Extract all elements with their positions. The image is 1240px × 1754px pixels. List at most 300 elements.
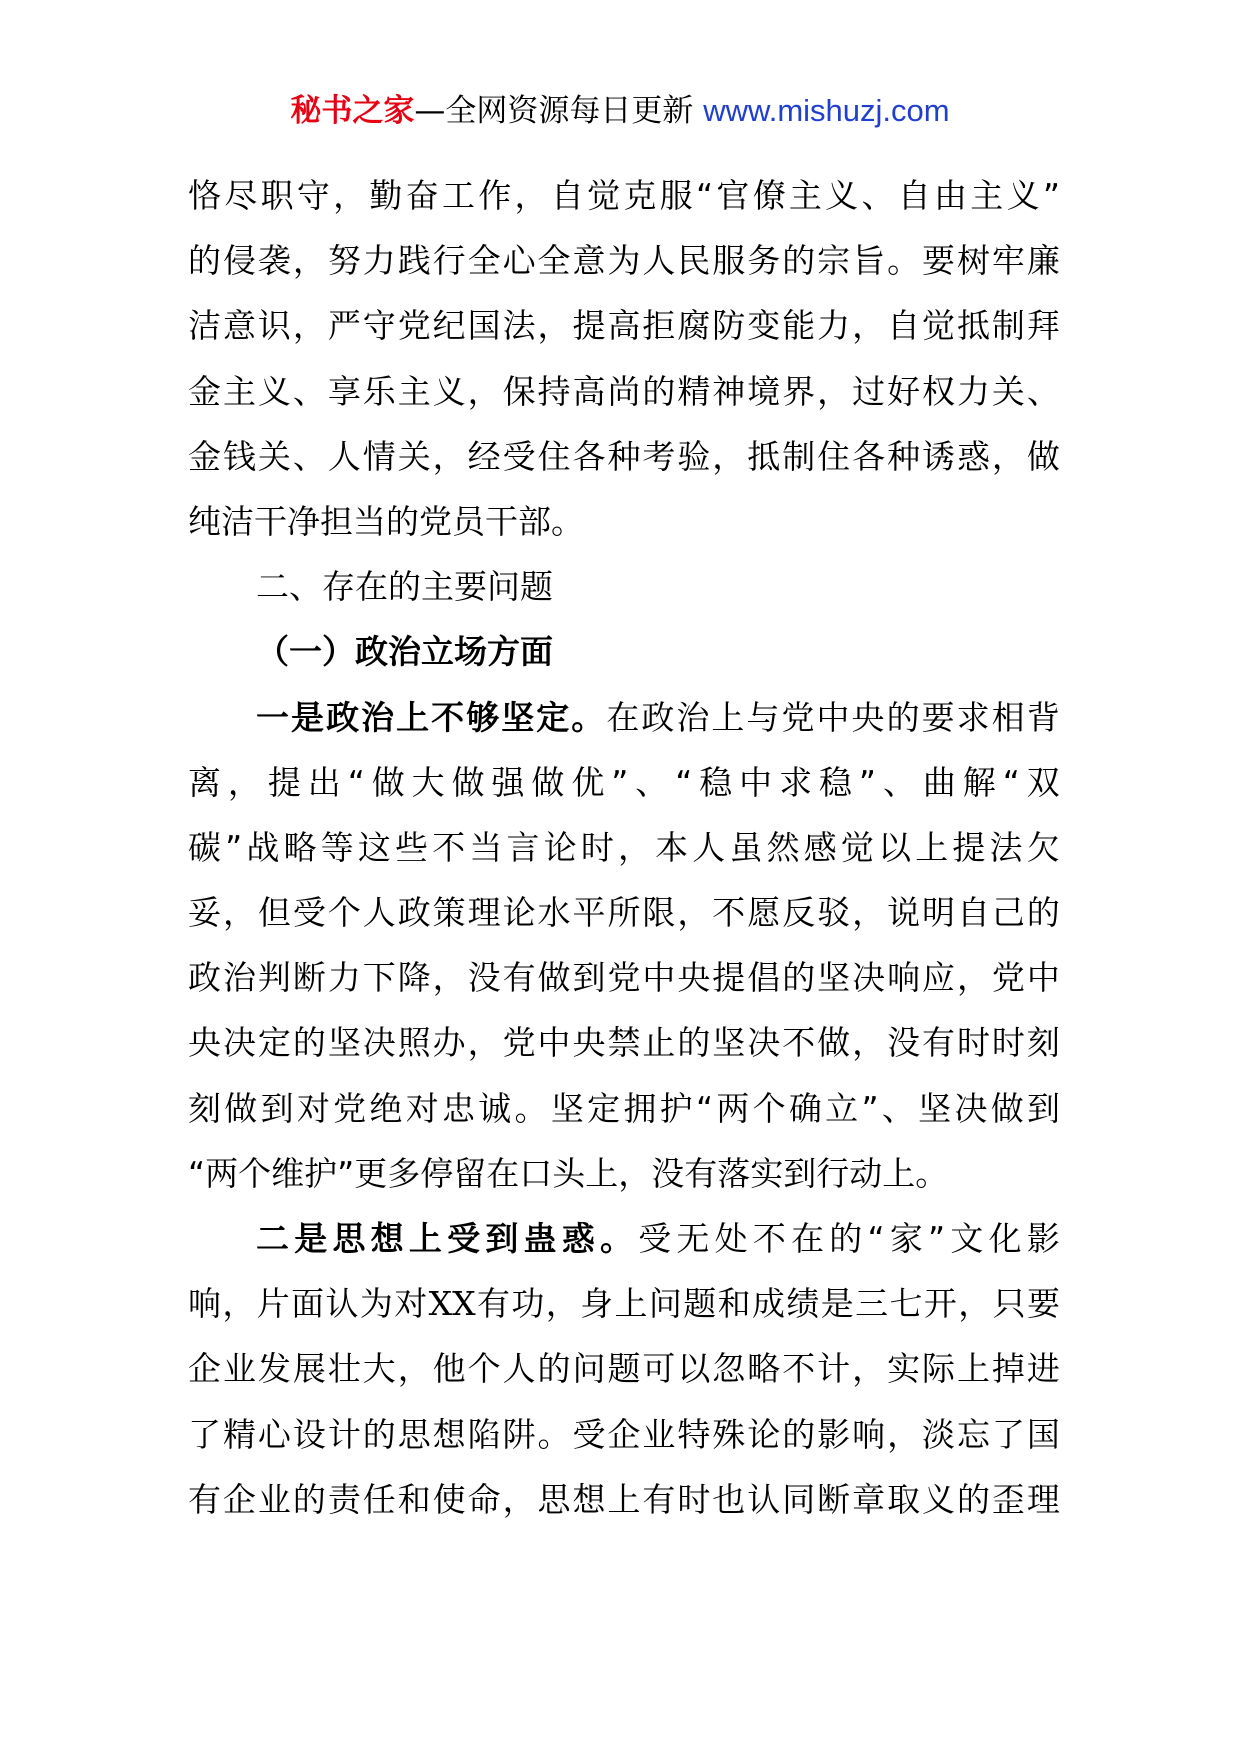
paragraph-line (188, 750, 1060, 815)
line-char: 自 (956, 893, 990, 933)
line-char: 的 (782, 241, 816, 281)
line-char: 照 (397, 1023, 431, 1063)
line-char: 识 (257, 306, 291, 346)
line-char: 限 (642, 893, 676, 933)
line-char: 己 (991, 893, 1025, 933)
line-char: 止 (642, 1023, 676, 1063)
line-char: 了 (188, 1414, 221, 1454)
line-char: 力 (817, 306, 851, 346)
line-char: 义 (922, 1479, 956, 1519)
line-char: 做 (224, 1088, 258, 1128)
line-char: 实 (887, 1349, 921, 1389)
line-char: 反 (782, 893, 816, 933)
line-char: 当 (469, 827, 503, 867)
line-char: 为 (359, 1284, 393, 1324)
line-char: 为 (607, 241, 641, 281)
line-char: 想 (572, 1479, 606, 1519)
line-char: 求 (779, 762, 813, 802)
line-char: 企 (188, 1349, 221, 1389)
line-char: 定 (257, 1023, 291, 1063)
line-char: 人 (692, 827, 726, 867)
line-char: 主 (970, 176, 1004, 215)
line-char: 有 (642, 1479, 676, 1519)
line-char: “ (695, 1088, 714, 1128)
line-char: 上 (915, 827, 949, 867)
line-char: 在 (606, 697, 640, 737)
line-char: 觉 (840, 827, 874, 867)
line-char: 略 (747, 1349, 781, 1389)
line-char: 做 (990, 1088, 1024, 1128)
line-char: 不 (431, 697, 465, 737)
line-char: 绝 (369, 1088, 403, 1128)
line-char: 高 (607, 306, 641, 346)
line-char: 到 (1026, 1088, 1060, 1128)
line-char: 设 (292, 1414, 326, 1454)
line-char: 无 (676, 1219, 710, 1258)
line-char: ， (852, 1349, 886, 1389)
line-char: ， (817, 371, 851, 411)
line-char: 碳 (188, 827, 221, 867)
line-char: 题 (607, 1349, 641, 1389)
line-char: 的 (782, 1414, 816, 1454)
line-char: 受 (292, 893, 326, 933)
line-char: 治 (361, 697, 395, 737)
line-char: 功 (511, 1284, 545, 1324)
line-char: 政 (397, 893, 431, 933)
line-char: 思 (397, 1414, 431, 1454)
line-char: 愿 (747, 893, 781, 933)
line-char: 说 (887, 893, 921, 933)
line-char: 可 (642, 1349, 676, 1389)
line-char: ， (333, 176, 367, 215)
line-char: 拜 (1026, 306, 1060, 346)
line-char: 稳 (699, 762, 733, 802)
line-char: 判 (257, 958, 291, 998)
line-char: 些 (395, 827, 429, 867)
line-char: 然 (766, 827, 800, 867)
line-char: 务 (747, 241, 781, 281)
line-char: 掉 (991, 1349, 1025, 1389)
line-char: 克 (623, 176, 657, 215)
line-char: 坚 (327, 1023, 361, 1063)
line-char: 和 (717, 1284, 751, 1324)
line-char: 坚 (501, 697, 535, 737)
line-char: 义 (825, 176, 859, 215)
line-char: 关 (257, 436, 291, 476)
line-char: 响 (852, 1414, 886, 1454)
line-char: 应 (922, 958, 956, 998)
line-char: 决 (747, 1023, 781, 1063)
line-char: 歪 (991, 1479, 1025, 1519)
line-char: 到 (485, 1219, 519, 1258)
line-char: 绩 (786, 1284, 820, 1324)
line-char: ， (227, 762, 261, 802)
line-char: 意 (572, 241, 606, 281)
line-char: 强 (491, 762, 525, 802)
line-char: 。 (537, 1414, 571, 1454)
line-char: 权 (922, 371, 956, 411)
line-char: ， (677, 893, 711, 933)
line-char: 抵 (747, 436, 781, 476)
line-char: 制 (782, 436, 816, 476)
line-char: 义 (432, 371, 466, 411)
line-char: 情 (362, 436, 396, 476)
line-char: 的 (642, 371, 676, 411)
line-char: 他 (432, 1349, 466, 1389)
line-char: ， (887, 1414, 921, 1454)
line-char: 拥 (623, 1088, 657, 1128)
line-char: 义 (257, 371, 291, 411)
line-char: 稳 (819, 762, 852, 802)
line-char: 确 (788, 1088, 822, 1128)
line-char: 个 (467, 1349, 501, 1389)
line-char: 民 (677, 241, 711, 281)
line-char: 境 (747, 371, 781, 411)
line-char: 持 (537, 371, 571, 411)
line-char: 拒 (642, 306, 676, 346)
line-char: 治 (676, 697, 710, 737)
document-body (188, 163, 1060, 1532)
line-char: 的 (362, 1414, 396, 1454)
line-char: 两 (716, 1088, 750, 1128)
line-char: 各 (852, 436, 886, 476)
line-char: 上 (396, 697, 430, 737)
line-char: 背 (1026, 697, 1060, 737)
line-char: 不 (782, 1023, 816, 1063)
line-char: 。 (514, 1088, 548, 1128)
line-char: 到 (260, 1088, 294, 1128)
line-char: 妥 (188, 893, 221, 933)
line-char: ， (852, 893, 886, 933)
line-char: 定 (536, 697, 570, 737)
line-char: 的 (677, 1023, 711, 1063)
line-char: 奋 (405, 176, 439, 215)
line-char: 业 (257, 1479, 291, 1519)
line-char: 是 (820, 1284, 854, 1324)
line-char: 以 (878, 827, 912, 867)
line-char: 时 (956, 1023, 990, 1063)
line-char: 的 (537, 1349, 571, 1389)
line-char: 、 (292, 371, 326, 411)
line-char: 惑 (561, 1219, 595, 1258)
line-char: 企 (222, 1479, 256, 1519)
line-char: 提 (572, 306, 606, 346)
line-char: 觉 (587, 176, 621, 215)
line-char: 命 (467, 1479, 501, 1519)
line-char: 认 (747, 1479, 781, 1519)
paragraph-first-line (188, 685, 1060, 750)
line-char: ， (514, 176, 548, 215)
line-char: 受 (447, 1219, 481, 1258)
line-char: 等 (320, 827, 354, 867)
line-char: 文 (950, 1219, 984, 1258)
line-char: ” (225, 827, 243, 867)
line-char: 论 (502, 893, 536, 933)
line-char: 国 (1026, 1414, 1060, 1454)
line-char: 业 (222, 1349, 256, 1389)
line-char: 政 (641, 697, 675, 737)
line-char: ” (858, 762, 877, 802)
line-char: 尚 (607, 371, 641, 411)
line-char: 家 (889, 1219, 923, 1258)
line-char: 响 (887, 958, 921, 998)
line-char: ” (928, 1219, 946, 1258)
paragraph-line (188, 815, 1060, 880)
line-char: 住 (817, 436, 851, 476)
line-char: 金 (188, 436, 221, 476)
line-char: 行 (432, 241, 466, 281)
line-char: ， (502, 1479, 536, 1519)
line-char: 抵 (956, 306, 990, 346)
line-char: 关 (397, 436, 431, 476)
line-char: 思 (537, 1479, 571, 1519)
line-char: 全 (537, 241, 571, 281)
line-char: 对 (296, 1088, 330, 1128)
line-char: ， (432, 958, 466, 998)
line-char: ， (956, 958, 990, 998)
line-char: ， (958, 1284, 992, 1324)
line-char: 断 (292, 958, 326, 998)
line-char: ” (1042, 176, 1060, 215)
line-char: “ (347, 762, 365, 802)
line-char: 觉 (922, 306, 956, 346)
line-char: 提 (267, 762, 301, 802)
line-char: 壮 (327, 1349, 361, 1389)
line-char: “ (867, 1219, 885, 1258)
paragraph-first-line (188, 1206, 1060, 1271)
line-char: 护 (659, 1088, 693, 1128)
line-char: 响 (188, 1284, 221, 1324)
line-char: 严 (327, 306, 361, 346)
line-char: 坚 (817, 958, 851, 998)
line-char: 曲 (922, 762, 956, 802)
line-char: 略 (283, 827, 317, 867)
line-char: 心 (257, 1414, 291, 1454)
site-watermark-header (0, 92, 1240, 130)
line-char: 是 (294, 1219, 328, 1258)
line-char: ， (292, 306, 326, 346)
line-char: 主 (397, 371, 431, 411)
line-char: 做 (451, 762, 485, 802)
line-char: 时 (580, 827, 614, 867)
line-char: ， (467, 1023, 501, 1063)
line-char: 勤 (369, 176, 403, 215)
paragraph-line (188, 163, 1060, 228)
line-char: 侵 (222, 241, 256, 281)
line-char: 思 (332, 1219, 366, 1258)
line-char: 各 (572, 436, 606, 476)
line-char: 好 (887, 371, 921, 411)
line-char: 明 (922, 893, 956, 933)
line-char: 自 (897, 176, 931, 215)
line-char: 忽 (712, 1349, 746, 1389)
line-char: 到 (572, 958, 606, 998)
line-char: “ (695, 176, 714, 215)
line-char: 同 (782, 1479, 816, 1519)
line-char: 神 (712, 371, 746, 411)
line-char: 计 (817, 1349, 851, 1389)
line-char: 党 (607, 958, 641, 998)
line-char: 金 (188, 371, 221, 411)
line-char: ” (861, 1088, 879, 1128)
paragraph-line (188, 1402, 1060, 1467)
line-char: “ (675, 762, 693, 802)
line-char: 离 (188, 762, 221, 802)
paragraph-line (188, 293, 1060, 358)
line-char: 影 (817, 1414, 851, 1454)
line-char: 央 (677, 958, 711, 998)
line-char: 。 (599, 1219, 633, 1258)
line-char: 的 (782, 958, 816, 998)
line-char: 决 (222, 1023, 256, 1063)
line-char: 下 (362, 958, 396, 998)
line-char: 认 (325, 1284, 359, 1324)
line-char: 高 (572, 371, 606, 411)
line-char: 上 (614, 1284, 648, 1324)
line-char: 的 (956, 1479, 990, 1519)
line-char: ， (617, 827, 651, 867)
line-char: 提 (952, 827, 986, 867)
paragraph-line (188, 1010, 1060, 1075)
line-char: 要 (921, 697, 955, 737)
line-char: 出 (307, 762, 341, 802)
line-char: 官 (716, 176, 750, 215)
line-char: 惑 (956, 436, 990, 476)
line-char: 面 (291, 1284, 325, 1324)
line-char: 党 (333, 1088, 367, 1128)
line-char: 党 (991, 958, 1025, 998)
line-char: 个 (752, 1088, 786, 1128)
line-char: 定 (587, 1088, 621, 1128)
line-char: 成 (752, 1284, 785, 1324)
line-char: 治 (222, 958, 256, 998)
line-char: 任 (362, 1479, 396, 1519)
line-char: 中 (642, 958, 676, 998)
line-char: 做 (817, 1023, 851, 1063)
line-char: 党 (781, 697, 815, 737)
line-char: 了 (991, 1414, 1025, 1454)
line-char: “ (1002, 762, 1020, 802)
line-char: ， (852, 1023, 886, 1063)
line-char: 责 (327, 1479, 361, 1519)
paragraph-line (188, 1271, 1060, 1336)
line-char: 计 (327, 1414, 361, 1454)
line-char: 政 (188, 958, 221, 998)
line-char: 洁 (188, 306, 221, 346)
line-char: 论 (543, 827, 577, 867)
line-char: 二 (256, 1219, 289, 1258)
line-char: 努 (327, 241, 361, 281)
watermark-brand: 秘书之家 (290, 93, 415, 129)
line-char: 欠 (1026, 827, 1060, 867)
line-char: 制 (991, 306, 1025, 346)
line-char: 人 (362, 893, 396, 933)
line-char: 解 (962, 762, 996, 802)
line-char: 诚 (478, 1088, 512, 1128)
line-char: 策 (432, 893, 466, 933)
line-char: XX (428, 1284, 476, 1324)
line-char: 上 (607, 1479, 641, 1519)
line-char: 自 (550, 176, 584, 215)
line-char: 求 (956, 697, 990, 737)
line-char: 淡 (922, 1414, 956, 1454)
line-char: 腐 (677, 306, 711, 346)
line-char: 力 (362, 241, 396, 281)
line-char: 相 (991, 697, 1025, 737)
line-char: 主 (788, 176, 822, 215)
line-char: 开 (923, 1284, 957, 1324)
line-char: 立 (825, 1088, 859, 1128)
line-text: 纯洁干净担当的党员干部。 (188, 501, 584, 541)
line-char: 法 (989, 827, 1023, 867)
line-char: 考 (642, 436, 676, 476)
line-char: 受 (502, 436, 536, 476)
line-char: 服 (712, 241, 746, 281)
line-char: 人 (327, 436, 361, 476)
line-char: 享 (327, 371, 361, 411)
line-char: 处 (714, 1219, 748, 1258)
line-char: 三 (855, 1284, 889, 1324)
line-char: 践 (397, 241, 431, 281)
line-char: 中 (1026, 958, 1060, 998)
subsection-heading-text: （一）政治立场方面 (256, 632, 553, 672)
line-char: 驳 (817, 893, 851, 933)
line-char: 守 (296, 176, 330, 215)
line-char: 的 (292, 1479, 326, 1519)
line-char: 决 (852, 958, 886, 998)
line-char: 诱 (922, 436, 956, 476)
line-char: 中 (816, 697, 850, 737)
line-char: 对 (405, 1088, 439, 1128)
line-char: 刻 (188, 1088, 221, 1128)
line-char: 人 (642, 241, 676, 281)
line-char: 、 (1026, 371, 1060, 411)
line-char: 、 (881, 1088, 915, 1128)
line-char: 够 (466, 697, 500, 737)
line-char: 身 (580, 1284, 614, 1324)
line-char: 水 (537, 893, 571, 933)
line-char: 没 (887, 1023, 921, 1063)
line-char: 和 (397, 1479, 431, 1519)
line-char: 牢 (991, 241, 1025, 281)
line-char: ， (712, 436, 746, 476)
line-char: 义 (1006, 176, 1040, 215)
line-char: 自 (887, 306, 921, 346)
line-char: 央 (188, 1023, 221, 1063)
line-char: ， (991, 436, 1025, 476)
line-char: 蛊 (523, 1219, 557, 1258)
line-char: 忠 (441, 1088, 475, 1128)
line-char: 上 (711, 697, 745, 737)
line-char: 中 (537, 1023, 571, 1063)
line-char: 作 (478, 176, 512, 215)
line-char: 主 (222, 371, 256, 411)
line-char: 宗 (817, 241, 851, 281)
line-char: 也 (712, 1479, 746, 1519)
line-char: 论 (747, 1414, 781, 1454)
line-char: 防 (712, 306, 746, 346)
line-char: 上 (956, 1349, 990, 1389)
line-char: ， (397, 1349, 431, 1389)
line-char: 本 (655, 827, 689, 867)
line-char: 变 (747, 306, 781, 346)
line-char: 人 (502, 1349, 536, 1389)
line-char: 题 (683, 1284, 717, 1324)
line-char: 不 (752, 1219, 786, 1258)
line-char: 进 (1026, 1349, 1060, 1389)
line-char: 问 (572, 1349, 606, 1389)
line-char: 廉 (1026, 241, 1060, 281)
